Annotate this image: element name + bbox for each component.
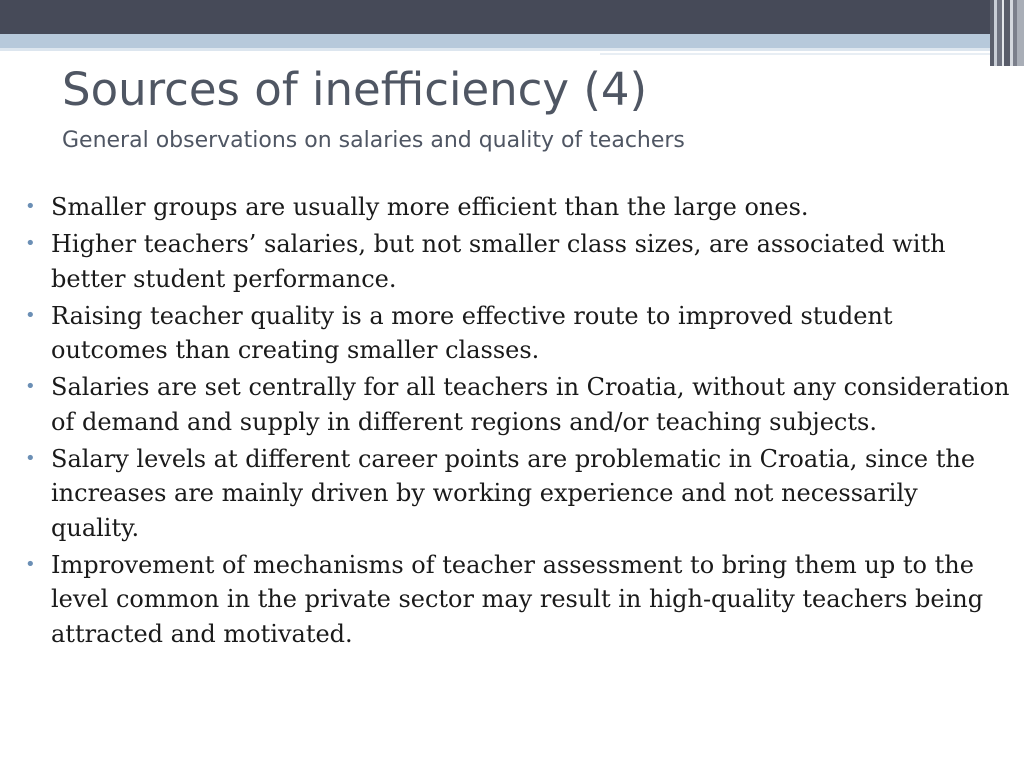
bullet-dot-icon: • (25, 196, 36, 217)
list-item (0, 548, 1010, 652)
bullet-list (0, 190, 1010, 654)
bullet-dot-icon: • (25, 233, 36, 254)
bullet-text: Smaller groups are usually more efficient than the large ones. (51, 193, 809, 221)
list-item (0, 370, 1010, 439)
bullet-text: Salaries are set centrally for all teachers in Croatia, without any consideration of demand and supply in different regions and/or teaching subjects. (51, 373, 1010, 436)
slide-title: Sources of inefficiency (4) (62, 63, 648, 116)
bullet-text: Higher teachers’ salaries, but not smaller class sizes, are associated with better student performance. (51, 230, 946, 293)
bullet-dot-icon: • (25, 447, 36, 469)
slide-subtitle: General observations on salaries and quality of teachers (62, 128, 685, 153)
header-band-light (0, 34, 1024, 48)
header-stripes-decoration (990, 0, 1024, 66)
list-item (0, 190, 1010, 225)
bullet-text: Improvement of mechanisms of teacher assessment to bring them up to the level common in the private sector may result in high-quality teachers being attracted and motivated. (51, 550, 984, 648)
bullet-dot-icon: • (25, 376, 36, 397)
bullet-text: Salary levels at different career points are problematic in Croatia, since the increases are mainly driven by working experience and not necessarily quality. (51, 444, 976, 542)
bullet-text: Raising teacher quality is a more effective route to improved student outcomes than creating smaller classes. (51, 301, 893, 364)
list-item (0, 299, 1010, 368)
header-accent-line (600, 53, 1024, 55)
list-item (0, 227, 1010, 296)
bullet-dot-icon: • (25, 304, 36, 326)
bullet-dot-icon: • (25, 553, 36, 575)
header-band-dark (0, 0, 1024, 34)
list-item (0, 442, 1010, 546)
header-divider-line (0, 48, 1024, 51)
